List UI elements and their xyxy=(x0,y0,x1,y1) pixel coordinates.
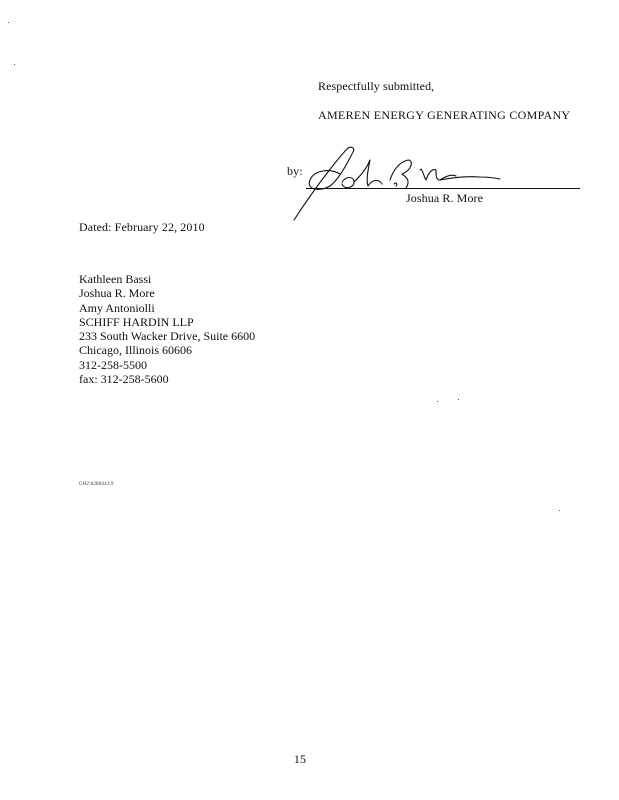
fax-number: fax: 312-258-5600 xyxy=(79,372,169,387)
counsel-address-block xyxy=(79,272,255,386)
phone-number: 312-258-5500 xyxy=(79,357,147,372)
counsel-name-1: Kathleen Bassi xyxy=(79,272,152,286)
scan-speck xyxy=(14,64,15,65)
scan-speck xyxy=(559,510,560,511)
signer-name: Joshua R. More xyxy=(406,191,484,205)
counsel-name-3: Amy Antoniolli xyxy=(79,300,155,315)
counsel-name-2: Joshua R. More xyxy=(79,286,155,301)
document-id: CH2\8280443.9 xyxy=(79,482,114,487)
scan-speck xyxy=(437,401,438,402)
scan-speck xyxy=(8,22,9,23)
scan-speck xyxy=(458,399,459,400)
signature-line xyxy=(306,188,580,189)
by-label: by: xyxy=(287,164,303,178)
date-line: Dated: February 22, 2010 xyxy=(79,220,205,234)
company-name: AMEREN ENERGY GENERATING COMPANY xyxy=(318,108,571,122)
city-state-zip: Chicago, Illinois 60606 xyxy=(79,343,192,358)
closing-salutation: Respectfully submitted, xyxy=(318,79,435,93)
page-number: 15 xyxy=(293,752,307,766)
law-firm-name: SCHIFF HARDIN LLP xyxy=(79,314,194,329)
street-address: 233 South Wacker Drive, Suite 6600 xyxy=(79,329,256,344)
